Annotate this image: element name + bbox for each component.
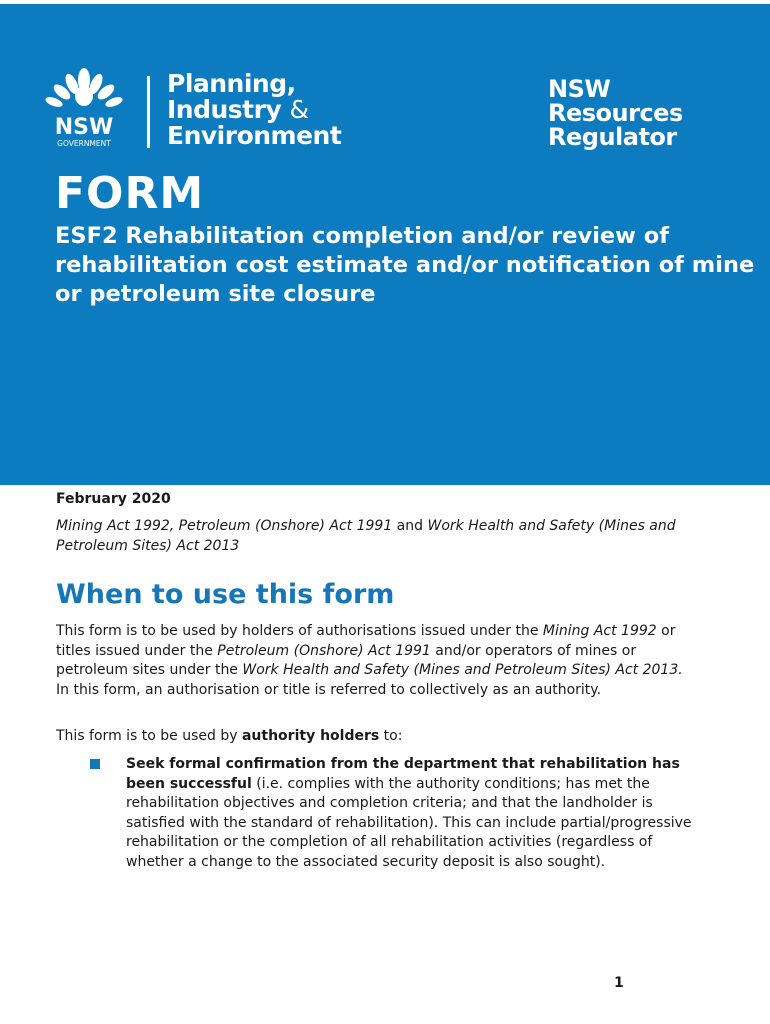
logo-divider	[147, 76, 150, 148]
regulator-line-3: Regulator	[548, 123, 677, 151]
dept-line-3: Environment	[167, 121, 342, 150]
form-label: FORM	[55, 168, 205, 219]
svg-text:NSW: NSW	[54, 115, 114, 140]
department-name	[167, 71, 341, 149]
usage-paragraph: This form is to be used by authority holders to:	[56, 728, 403, 744]
legislation-reference: Mining Act 1992, Petroleum (Onshore) Act 1991 and Work Health and Safety (Mines and Petroleum Sites) Act 2013	[56, 518, 676, 554]
regulator-name	[548, 77, 683, 149]
list-item-text: Seek formal confirmation from the department that rehabilitation has been successful (i.e. complies with the authority conditions; has met the rehabilitation objectives and completion criteria; and that the landholder is satisfied with the standard of rehabilitation). This can include partial/progressive rehabilitation or the completion of all rehabilitation activities (regardless of whether a change to the associated security deposit is also sought).	[126, 756, 692, 870]
dept-line-2: Industry &	[167, 95, 309, 124]
header-banner	[0, 4, 770, 485]
page-number: 1	[614, 975, 624, 991]
section-heading: When to use this form	[56, 579, 395, 610]
regulator-line-1: NSW	[548, 75, 611, 103]
intro-paragraph: This form is to be used by holders of authorisations issued under the Mining Act 1992 or titles issued under the Petroleum (Onshore) Act 1991 and/or operators of mines or petroleum sites under the Work Health and Safety (Mines and Petroleum Sites) Act 2013. In this form, an authorisation or title is referred to collectively as an authority.	[56, 623, 683, 698]
form-title: ESF2 Rehabilitation completion and/or review of rehabilitation cost estimate and/or notification of mine or petroleum site closure	[55, 223, 755, 307]
regulator-line-2: Resources	[548, 99, 683, 127]
svg-text:GOVERNMENT: GOVERNMENT	[57, 139, 111, 148]
nsw-waratah-logo-icon	[44, 66, 124, 150]
publication-date: February 2020	[56, 491, 171, 507]
square-bullet-icon	[90, 759, 100, 769]
dept-line-1: Planning,	[167, 69, 296, 98]
